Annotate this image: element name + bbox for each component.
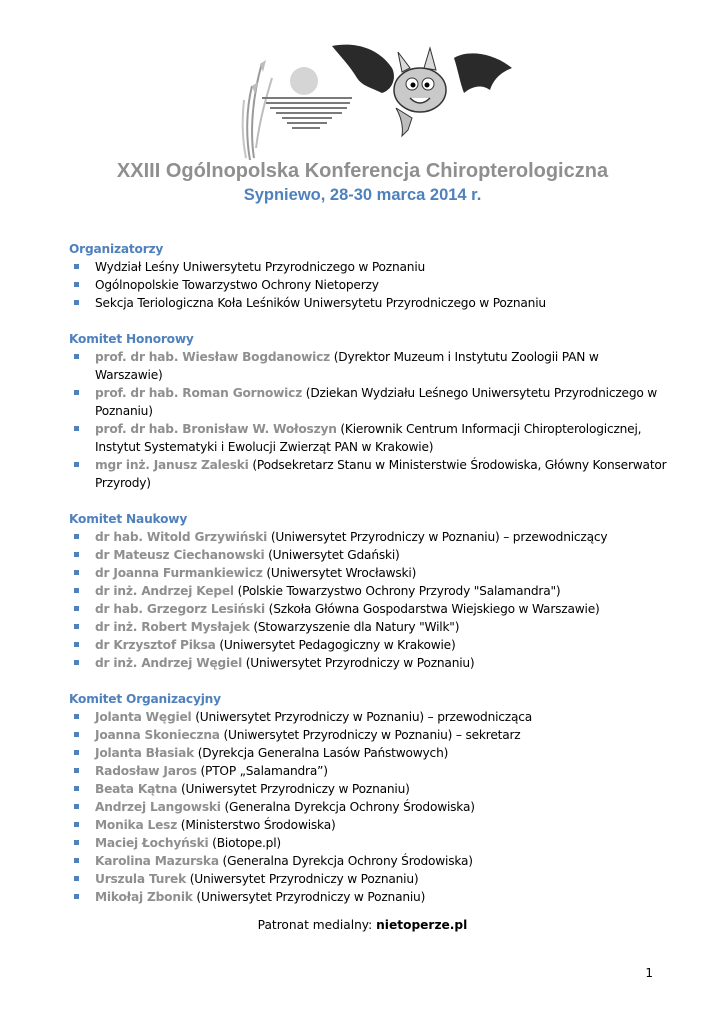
square-bullet-icon [74,282,79,287]
member-name: Mikołaj Zbonik [95,890,193,904]
member-name: Andrzej Langowski [95,800,221,814]
member-affiliation: (Uniwersytet Przyrodniczy w Poznaniu) [177,782,410,796]
water-lines [262,98,352,128]
section-heading: Organizatorzy [69,242,164,256]
page-number: 1 [645,966,653,980]
square-bullet-icon [74,462,79,467]
member-affiliation: (Uniwersytet Przyrodniczy w Poznaniu) – przewodniczący [267,530,608,544]
list-item [69,834,669,852]
member-name: dr inż. Andrzej Kepel [95,584,234,598]
member-name: Jolanta Węgiel [95,710,192,724]
square-bullet-icon [74,642,79,647]
list-item [69,852,669,870]
square-bullet-icon [74,426,79,431]
square-bullet-icon [74,840,79,845]
member-affiliation: (Kierownik Centrum Informacji Chiropterologicznej, Instytut Systematyki i Ewolucji Zwierząt PAN w Krakowie) [95,422,642,454]
square-bullet-icon [74,264,79,269]
square-bullet-icon [74,876,79,881]
patron-label: Patronat medialny: [257,918,377,932]
member-list [69,708,669,906]
member-name: prof. dr hab. Roman Gornowicz [95,386,303,400]
list-item [69,600,669,618]
member-name: dr inż. Robert Mysłajek [95,620,250,634]
list-item [69,384,669,420]
section [69,240,669,312]
member-list [69,348,669,492]
member-name: Radosław Jaros [95,764,197,778]
square-bullet-icon [74,714,79,719]
list-item [69,726,669,744]
member-name: dr Joanna Furmankiewicz [95,566,263,580]
square-bullet-icon [74,588,79,593]
square-bullet-icon [74,894,79,899]
member-affiliation: (Stowarzyszenie dla Natury "Wilk") [249,620,460,634]
square-bullet-icon [74,390,79,395]
list-item [69,528,669,546]
member-name: prof. dr hab. Bronisław W. Wołoszyn [95,422,337,436]
section-heading: Komitet Organizacyjny [69,692,221,706]
section [69,690,669,906]
list-item [69,798,669,816]
member-name: Urszula Turek [95,872,187,886]
square-bullet-icon [74,534,79,539]
list-item [69,420,669,456]
member-name: Beata Kątna [95,782,178,796]
square-bullet-icon [74,768,79,773]
square-bullet-icon [74,606,79,611]
list-item [69,456,669,492]
list-item [69,546,669,564]
committee-content [69,240,669,924]
list-item [69,618,669,636]
member-affiliation: (PTOP „Salamandra”) [196,764,328,778]
member-affiliation: (Polskie Towarzystwo Ochrony Przyrody "Salamandra") [233,584,561,598]
conference-title: XXIII Ogólnopolska Konferencja Chiropterologiczna [116,160,609,182]
section [69,330,669,492]
conference-subtitle: Sypniewo, 28-30 marca 2014 r. [243,186,482,204]
square-bullet-icon [74,750,79,755]
list-item [69,870,669,888]
member-affiliation: Sekcja Teriologiczna Koła Leśników Uniwersytetu Przyrodniczego w Poznaniu [95,296,546,310]
member-affiliation: (Uniwersytet Pedagogiczny w Krakowie) [215,638,456,652]
member-affiliation: (Uniwersytet Przyrodniczy w Poznaniu) [192,890,426,904]
conference-bat-logo [232,38,532,163]
square-bullet-icon [74,858,79,863]
member-name: Monika Lesz [95,818,178,832]
list-item [69,708,669,726]
list-item [69,258,669,276]
square-bullet-icon [74,786,79,791]
member-affiliation: (Generalna Dyrekcja Ochrony Środowiska) [220,800,475,814]
member-affiliation: (Uniwersytet Gdański) [264,548,400,562]
section-heading: Komitet Honorowy [69,332,194,346]
list-item [69,762,669,780]
member-affiliation: (Szkoła Główna Gospodarstwa Wiejskiego w Warszawie) [264,602,600,616]
reeds-graphic [243,63,272,160]
member-name: dr hab. Witold Grzywiński [95,530,268,544]
list-item [69,294,669,312]
section [69,510,669,672]
square-bullet-icon [74,822,79,827]
member-affiliation: (Uniwersytet Przyrodniczy w Poznaniu) [186,872,419,886]
member-affiliation: (Podsekretarz Stanu w Ministerstwie Środowiska, Główny Konserwator Przyrody) [95,458,667,490]
list-item [69,888,669,906]
member-affiliation: Ogólnopolskie Towarzystwo Ochrony Nietoperzy [95,278,379,292]
list-item [69,816,669,834]
list-item [69,636,669,654]
square-bullet-icon [74,570,79,575]
member-name: dr inż. Andrzej Węgiel [95,656,243,670]
square-bullet-icon [74,732,79,737]
square-bullet-icon [74,804,79,809]
member-affiliation: Wydział Leśny Uniwersytetu Przyrodniczego w Poznaniu [95,260,426,274]
section-heading: Komitet Naukowy [69,512,188,526]
member-affiliation: (Uniwersytet Przyrodniczy w Poznaniu) – sekretarz [219,728,521,742]
bat-icon [332,45,512,136]
member-list [69,258,669,312]
member-affiliation: (Generalna Dyrekcja Ochrony Środowiska) [218,854,473,868]
member-affiliation: (Uniwersytet Przyrodniczy w Poznaniu) [242,656,475,670]
member-name: Karolina Mazurska [95,854,219,868]
member-name: dr Mateusz Ciechanowski [95,548,265,562]
member-name: mgr inż. Janusz Zaleski [95,458,249,472]
list-item [69,582,669,600]
member-name: dr hab. Grzegorz Lesiński [95,602,265,616]
list-item [69,564,669,582]
member-name: prof. dr hab. Wiesław Bogdanowicz [95,350,331,364]
member-name: dr Krzysztof Piksa [95,638,216,652]
member-affiliation: (Dyrekcja Generalna Lasów Państwowych) [194,746,449,760]
patron-value: nietoperze.pl [376,918,468,932]
list-item [69,780,669,798]
square-bullet-icon [74,660,79,665]
member-name: Maciej Łochyński [95,836,209,850]
member-affiliation: (Uniwersytet Wrocławski) [262,566,417,580]
list-item [69,348,669,384]
member-affiliation: (Uniwersytet Przyrodniczy w Poznaniu) – przewodnicząca [191,710,533,724]
square-bullet-icon [74,624,79,629]
square-bullet-icon [74,300,79,305]
list-item [69,744,669,762]
member-name: Joanna Skonieczna [95,728,220,742]
member-affiliation: (Ministerstwo Środowiska) [177,818,336,832]
member-affiliation: (Dyrektor Muzeum i Instytutu Zoologii PAN w Warszawie) [95,350,599,382]
square-bullet-icon [74,354,79,359]
list-item [69,654,669,672]
member-name: Jolanta Błasiak [95,746,195,760]
member-affiliation: (Biotope.pl) [208,836,281,850]
square-bullet-icon [74,552,79,557]
member-list [69,528,669,672]
moon-icon [290,67,318,95]
list-item [69,276,669,294]
media-patron [0,918,725,932]
member-affiliation: (Dziekan Wydziału Leśnego Uniwersytetu Przyrodniczego w Poznaniu) [95,386,658,418]
